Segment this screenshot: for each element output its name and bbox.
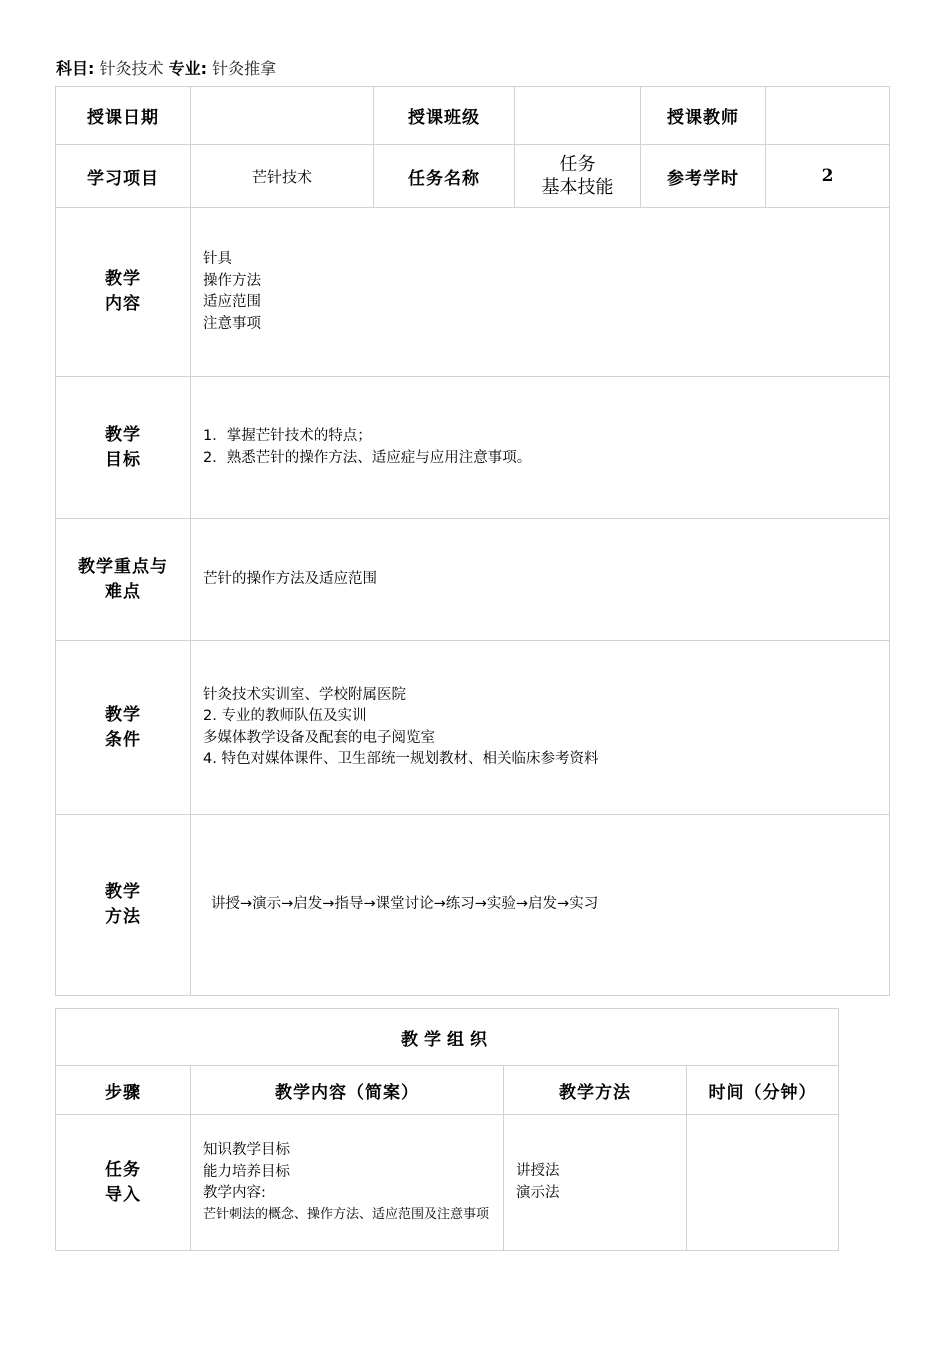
conditions-label-line2: 条件: [105, 729, 141, 750]
methods-label-line2: 方法: [105, 907, 141, 927]
step-line2: 导入: [105, 1184, 141, 1205]
method-header: 教学方法: [504, 1066, 687, 1115]
table-row: [56, 208, 890, 377]
date-label: 授课日期: [56, 87, 191, 145]
conditions-text: [191, 641, 890, 815]
conditions-label-line1: 教学: [105, 704, 141, 725]
goal-line: 1．掌握芒针技术的特点；: [203, 428, 372, 444]
step-line1: 任务: [105, 1159, 141, 1180]
goals-label-line2: 目标: [105, 449, 141, 470]
org-content-line: 能力培养目标: [203, 1163, 290, 1180]
conditions-label: [56, 641, 191, 815]
condition-line: 2. 专业的教师队伍及实训: [203, 708, 367, 724]
subject-label: 科目:: [56, 59, 95, 78]
content-line: 针具: [203, 251, 232, 267]
content-header: 教学内容（简案）: [191, 1066, 504, 1115]
key-points-label-line2: 难点: [105, 581, 141, 602]
table-row: [56, 145, 890, 208]
class-label: 授课班级: [374, 87, 515, 145]
condition-line: 4. 特色对媒体课件、卫生部统一规划教材、相关临床参考资料: [203, 751, 599, 767]
methods-label: [56, 815, 191, 996]
key-points-label-line1: 教学重点与: [78, 556, 168, 577]
table-row: [56, 1115, 839, 1251]
content-line: 注意事项: [203, 315, 261, 332]
content-label-line2: 内容: [105, 294, 141, 314]
methods-text: 讲授→演示→启发→指导→课堂讨论→练习→实验→启发→实习: [191, 815, 890, 996]
content-label: [56, 208, 191, 377]
goal-line: 2．熟悉芒针的操作方法、适应症与应用注意事项。: [203, 449, 532, 466]
lesson-plan-table: [55, 86, 890, 996]
org-method-line: 讲授法: [516, 1163, 560, 1179]
condition-line: 多媒体教学设备及配套的电子阅览室: [203, 729, 435, 746]
methods-label-line1: 教学: [105, 882, 141, 902]
table-row: [56, 815, 890, 996]
time-header: 时间（分钟）: [687, 1066, 839, 1115]
teaching-organization-table: [55, 1008, 839, 1251]
hours-value: 2: [766, 145, 890, 208]
org-method-line: 演示法: [516, 1184, 560, 1201]
key-points-text: 芒针的操作方法及适应范围: [191, 519, 890, 641]
org-content-detail: 芒针刺法的概念、操作方法、适应范围及注意事项: [203, 1206, 490, 1222]
task-value-line1: 任务: [559, 154, 596, 175]
date-value: [191, 87, 374, 145]
step-cell: [56, 1115, 191, 1251]
step-header: 步骤: [56, 1066, 191, 1115]
hours-label: 参考学时: [641, 145, 766, 208]
task-value-line2: 基本技能: [541, 177, 614, 198]
table-row: [56, 641, 890, 815]
major-label: 专业:: [168, 59, 208, 78]
content-text: [191, 208, 890, 377]
key-points-label: [56, 519, 191, 641]
org-time-cell: [687, 1115, 839, 1251]
table-row: [56, 87, 890, 145]
project-value: 芒针技术: [191, 145, 374, 208]
subject-value: 针灸技术: [99, 59, 164, 78]
org-content-line: 教学内容:: [203, 1185, 266, 1202]
class-value: [515, 87, 641, 145]
content-label-line1: 教学: [105, 269, 141, 289]
goals-text: [191, 377, 890, 519]
org-method-cell: [504, 1115, 687, 1251]
goals-label: [56, 377, 191, 519]
content-line: 适应范围: [203, 294, 261, 310]
goals-label-line1: 教学: [105, 424, 141, 445]
document-header: [56, 56, 276, 79]
teacher-value: [766, 87, 890, 145]
table-row: [56, 519, 890, 641]
table-row: [56, 1066, 839, 1115]
content-line: 操作方法: [203, 272, 261, 289]
org-content-cell: [191, 1115, 504, 1251]
project-label: 学习项目: [56, 145, 191, 208]
task-value: [515, 145, 641, 208]
teacher-label: 授课教师: [641, 87, 766, 145]
org-content-line: 知识教学目标: [203, 1142, 290, 1159]
table-row: [56, 1009, 839, 1066]
table-row: [56, 377, 890, 519]
org-title: 教学组织: [56, 1009, 839, 1066]
major-value: 针灸推拿: [212, 59, 277, 78]
condition-line: 针灸技术实训室、学校附属医院: [203, 686, 406, 703]
task-label: 任务名称: [374, 145, 515, 208]
